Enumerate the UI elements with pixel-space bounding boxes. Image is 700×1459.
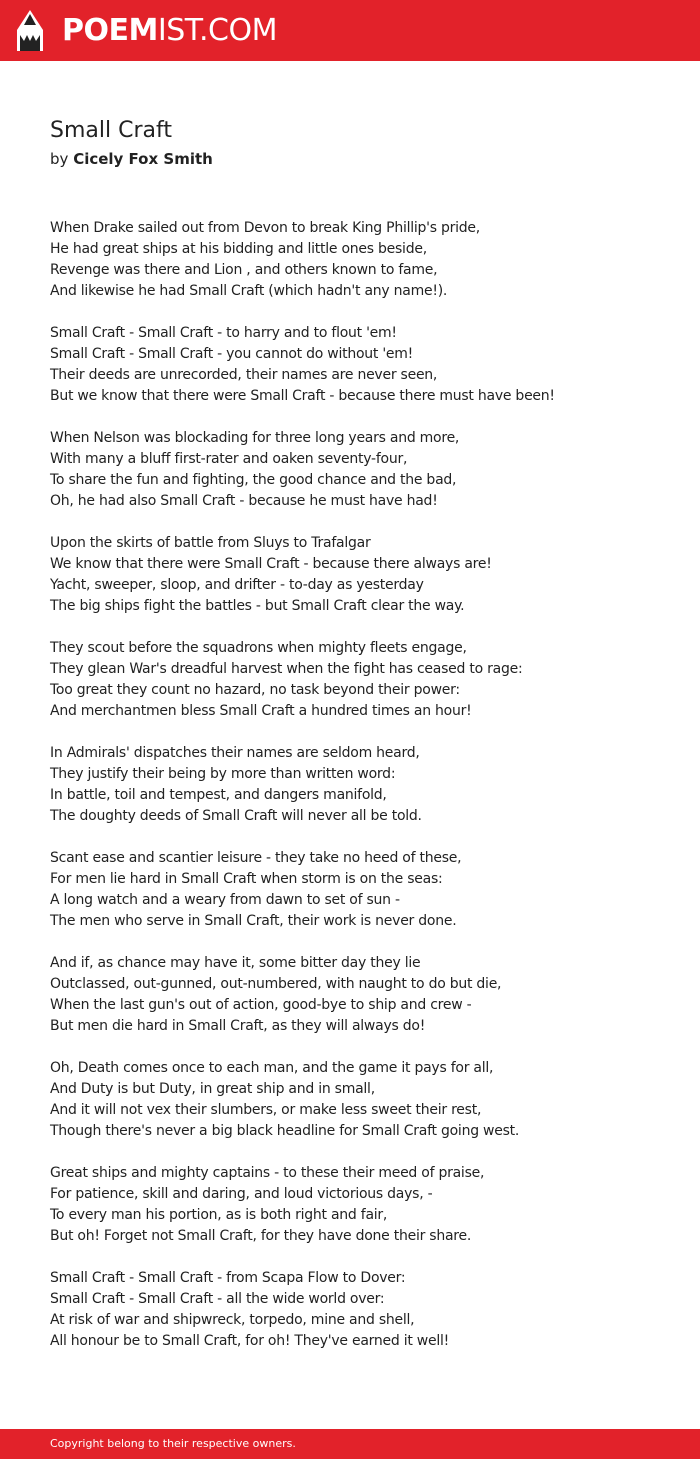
poem-line: Scant ease and scantier leisure - they take no heed of these, bbox=[50, 850, 462, 866]
poem-line: And Duty is but Duty, in great ship and in small, bbox=[50, 1081, 375, 1097]
poem-line: Though there's never a big black headline for Small Craft going west. bbox=[50, 1123, 520, 1139]
poem-line: Oh, Death comes once to each man, and the game it pays for all, bbox=[50, 1060, 494, 1076]
poem-line: Great ships and mighty captains - to these their meed of praise, bbox=[50, 1165, 485, 1181]
poem-title: Small Craft bbox=[50, 118, 172, 143]
poem-stanza bbox=[50, 638, 670, 722]
poem-stanza bbox=[50, 1163, 670, 1247]
site-header bbox=[0, 0, 700, 61]
poem-stanza bbox=[50, 533, 670, 617]
poem-stanza bbox=[50, 323, 670, 407]
copyright-notice: Copyright belong to their respective owners. bbox=[50, 1437, 296, 1450]
pencil-tip-icon[interactable] bbox=[17, 10, 43, 51]
poem-line: Too great they count no hazard, no task beyond their power: bbox=[50, 682, 460, 698]
poem-line: But we know that there were Small Craft - because there must have been! bbox=[50, 388, 555, 404]
poem-line: But men die hard in Small Craft, as they will always do! bbox=[50, 1018, 426, 1034]
poem-stanza bbox=[50, 428, 670, 512]
poem-line: Revenge was there and Lion , and others known to fame, bbox=[50, 262, 438, 278]
poem-line: The men who serve in Small Craft, their work is never done. bbox=[50, 913, 457, 929]
poem-stanza bbox=[50, 218, 670, 302]
logo-text-bold: POEM bbox=[62, 13, 158, 48]
by-label: by bbox=[50, 150, 69, 168]
poem-line: All honour be to Small Craft, for oh! They've earned it well! bbox=[50, 1333, 450, 1349]
poem-author: Cicely Fox Smith bbox=[73, 150, 213, 168]
poem-line: To every man his portion, as is both right and fair, bbox=[50, 1207, 388, 1223]
poem-line: And if, as chance may have it, some bitter day they lie bbox=[50, 955, 421, 971]
poem-line: They scout before the squadrons when mighty fleets engage, bbox=[50, 640, 467, 656]
poem-line: They justify their being by more than written word: bbox=[50, 766, 396, 782]
poem-stanza bbox=[50, 1058, 670, 1142]
poem-line: To share the fun and fighting, the good chance and the bad, bbox=[50, 472, 457, 488]
site-logo[interactable] bbox=[62, 11, 277, 51]
logo-text-light: IST.COM bbox=[157, 13, 277, 48]
poem-line: And merchantmen bless Small Craft a hundred times an hour! bbox=[50, 703, 472, 719]
poem-line: A long watch and a weary from dawn to set of sun - bbox=[50, 892, 400, 908]
poem-line: Small Craft - Small Craft - to harry and to flout 'em! bbox=[50, 325, 397, 341]
poem-line: Their deeds are unrecorded, their names are never seen, bbox=[50, 367, 438, 383]
poem-line: Yacht, sweeper, sloop, and drifter - to-day as yesterday bbox=[50, 577, 424, 593]
poem-line: When Nelson was blockading for three long years and more, bbox=[50, 430, 460, 446]
poem-line: For men lie hard in Small Craft when storm is on the seas: bbox=[50, 871, 443, 887]
poem-line: And it will not vex their slumbers, or make less sweet their rest, bbox=[50, 1102, 482, 1118]
poem-line: Upon the skirts of battle from Sluys to Trafalgar bbox=[50, 535, 371, 551]
poem-line: Oh, he had also Small Craft - because he must have had! bbox=[50, 493, 438, 509]
poem-line: The doughty deeds of Small Craft will never all be told. bbox=[50, 808, 422, 824]
poem-line: They glean War's dreadful harvest when the fight has ceased to rage: bbox=[50, 661, 523, 677]
poem-line: In battle, toil and tempest, and dangers manifold, bbox=[50, 787, 387, 803]
poem-line: For patience, skill and daring, and loud victorious days, - bbox=[50, 1186, 433, 1202]
poem-body bbox=[50, 218, 670, 1373]
poem-stanza bbox=[50, 953, 670, 1037]
poem-line: He had great ships at his bidding and little ones beside, bbox=[50, 241, 427, 257]
poem-line: Small Craft - Small Craft - all the wide world over: bbox=[50, 1291, 385, 1307]
poem-line: With many a bluff first-rater and oaken seventy-four, bbox=[50, 451, 408, 467]
poem-line: The big ships fight the battles - but Small Craft clear the way. bbox=[50, 598, 465, 614]
site-footer bbox=[0, 1429, 700, 1459]
poem-line: Small Craft - Small Craft - you cannot do without 'em! bbox=[50, 346, 414, 362]
poem-line: In Admirals' dispatches their names are seldom heard, bbox=[50, 745, 420, 761]
poem-byline bbox=[50, 148, 213, 170]
poem-stanza bbox=[50, 743, 670, 827]
poem-line: But oh! Forget not Small Craft, for they have done their share. bbox=[50, 1228, 472, 1244]
poem-line: At risk of war and shipwreck, torpedo, mine and shell, bbox=[50, 1312, 415, 1328]
poem-line: And likewise he had Small Craft (which hadn't any name!). bbox=[50, 283, 448, 299]
poem-line: We know that there were Small Craft - because there always are! bbox=[50, 556, 492, 572]
poem-line: When the last gun's out of action, good-bye to ship and crew - bbox=[50, 997, 472, 1013]
poem-stanza bbox=[50, 848, 670, 932]
poem-line: Small Craft - Small Craft - from Scapa Flow to Dover: bbox=[50, 1270, 406, 1286]
poem-line: Outclassed, out-gunned, out-numbered, with naught to do but die, bbox=[50, 976, 502, 992]
poem-stanza bbox=[50, 1268, 670, 1352]
poem-line: When Drake sailed out from Devon to break King Phillip's pride, bbox=[50, 220, 480, 236]
